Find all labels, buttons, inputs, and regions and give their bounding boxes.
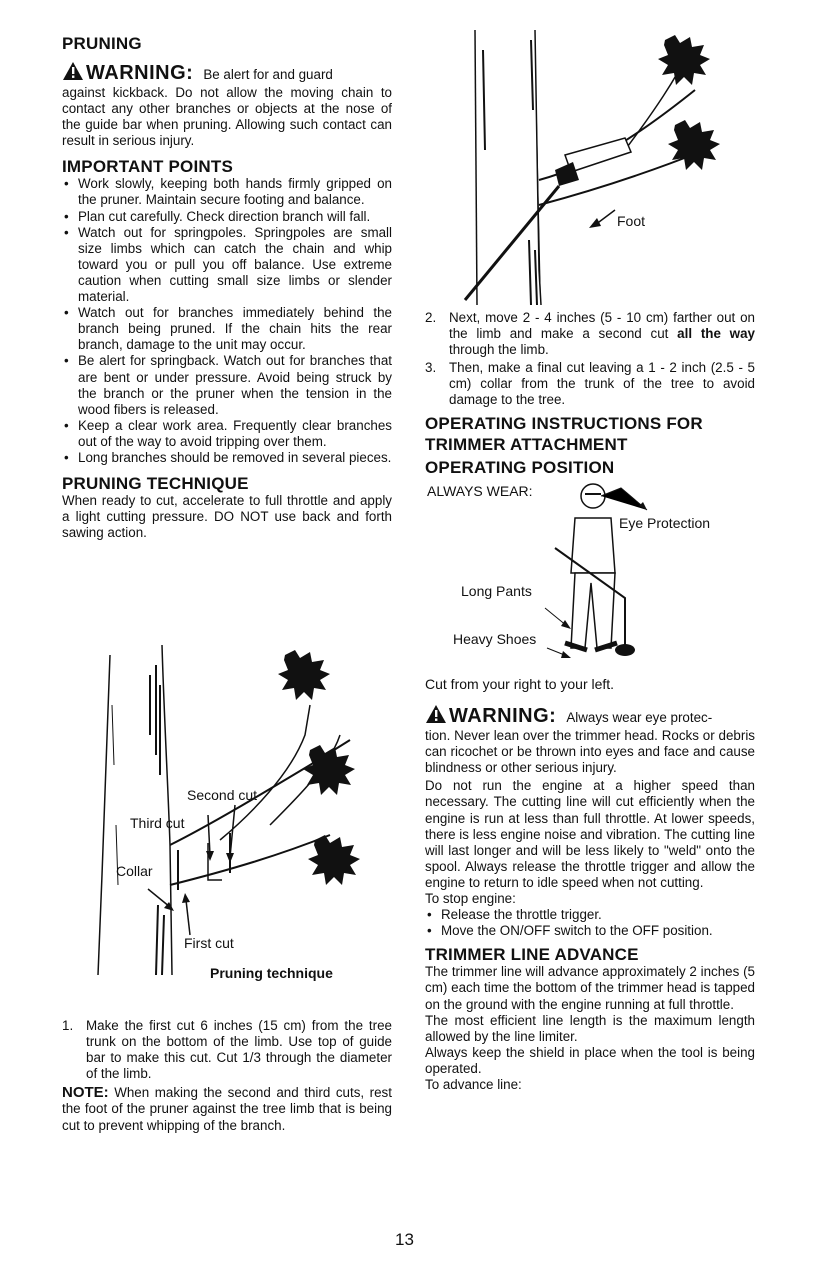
operating-instructions-heading: OPERATING INSTRUCTIONS FOR: [425, 413, 703, 433]
step-text: Make the first cut 6 inches (15 cm) from the tree trunk on the bottom of the limb. Use top of guide bar to make this cut. Cut 1/3 through the diameter of the limb.: [86, 1018, 392, 1082]
list-item: • Move the ON/OFF switch to the OFF position.: [425, 923, 755, 939]
step-text: Then, make a final cut leaving a 1 - 2 inch (2.5 - 5 cm) collar from the trunk of the tree to avoid damage to the tree.: [449, 360, 755, 408]
operating-position-figure: [425, 478, 755, 668]
first-cut-label: First cut: [184, 935, 234, 951]
pole-pruner-figure: [455, 30, 735, 305]
warning-triangle-icon: [62, 61, 84, 81]
second-cut-label: Second cut: [187, 787, 258, 803]
pruning-technique-text: When ready to cut, accelerate to full throttle and apply a light cutting pressure. DO NOT use back and forth sawing action.: [62, 493, 392, 541]
heavy-shoes-label: Heavy Shoes: [453, 631, 537, 647]
figure-caption: Pruning technique: [210, 965, 333, 981]
step-number: 1.: [62, 1018, 74, 1033]
warning-text-first: Always wear eye protec-: [566, 710, 713, 726]
warning-block-1: [62, 59, 392, 85]
steps-list-1: [62, 1018, 392, 1082]
stop-engine-intro: To stop engine:: [425, 891, 516, 907]
warning-text-rest: against kickback. Do not allow the moving chain to contact any other branches or objects at the nose of the guide bar when pruning. Allowing such contact can result in serious injury.: [62, 85, 392, 149]
note-word: NOTE:: [62, 1084, 109, 1102]
warning-block-2: [425, 702, 755, 728]
note-block: [62, 1085, 392, 1133]
always-wear-label: ALWAYS WEAR:: [427, 483, 533, 499]
step-number: 3.: [425, 360, 437, 376]
step-text-bold: all the way: [677, 326, 755, 342]
step-text: Next, move 2 - 4 inches (5 - 10 cm) farther out on the limb and make a second cut: [449, 310, 755, 342]
right-column: [425, 310, 755, 477]
engine-speed-text: Do not run the engine at a higher speed than necessary. The cutting line will cut efficiently when the engine is run at less than full throttle. At lower speeds, there is less engine noise and vibration. The cutting line will last longer and will be less likely to "weld" onto the spool. Always release the throttle trigger and allow the engine to return to idle speed when not cutting.: [425, 778, 755, 890]
line-advance-text-3: Always keep the shield in place when the tool is being operated.: [425, 1044, 755, 1076]
trimmer-line-advance-heading: TRIMMER LINE ADVANCE: [425, 945, 639, 965]
list-item: • Release the throttle trigger.: [425, 907, 755, 923]
collar-label: Collar: [116, 863, 153, 879]
pruning-technique-heading: PRUNING TECHNIQUE: [62, 474, 249, 494]
line-advance-text-2: The most efficient line length is the maximum length allowed by the line limiter.: [425, 1012, 755, 1044]
right-column-bottom: [425, 676, 755, 1093]
important-points-list: [62, 176, 392, 466]
cut-direction-caption: Cut from your right to your left.: [425, 676, 615, 692]
tree-limb-illustration: [90, 645, 370, 975]
warning-text-first: Be alert for and guard: [203, 67, 333, 82]
list-item: • Watch out for springpoles. Springpoles are small size limbs which can catch the chain and whip toward you or pull you off balance. Use extreme caution when cutting small size limbs or slender material.: [62, 225, 392, 305]
pruning-heading: PRUNING: [62, 34, 142, 53]
foot-label: Foot: [617, 213, 646, 229]
long-pants-label: Long Pants: [461, 583, 532, 599]
trimmer-attachment-heading: TRIMMER ATTACHMENT: [425, 434, 628, 454]
warning-word: WARNING:: [86, 62, 194, 84]
warning-text-rest: tion. Never lean over the trimmer head. Rocks or debris can ricochet or be thrown into eyes and face and cause blindness or other serious injury.: [425, 728, 755, 776]
list-item: [62, 1018, 392, 1082]
list-item: [425, 310, 755, 358]
left-column-bottom: [62, 1018, 392, 1134]
steps-list-2: [425, 310, 755, 409]
pruning-technique-figure: [90, 645, 370, 981]
list-item: • Work slowly, keeping both hands firmly gripped on the pruner. Maintain secure footing and balance.: [62, 176, 392, 208]
pole-pruner-illustration: [455, 30, 735, 305]
third-cut-label: Third cut: [130, 815, 185, 831]
page-number: 13: [395, 1230, 414, 1249]
list-item: [425, 360, 755, 408]
warning-triangle-icon: [425, 704, 447, 724]
list-item: • Watch out for branches immediately behind the branch being pruned. If the chain hits the rear branch, damage to the unit may occur.: [62, 305, 392, 353]
line-advance-text-1: The trimmer line will advance approximately 2 inches (5 cm) each time the bottom of the trimmer head is tapped on the ground with the engine running at full throttle.: [425, 964, 755, 1012]
operating-position-heading: OPERATING POSITION: [425, 457, 615, 477]
stop-engine-list: [425, 907, 755, 939]
step-text: through the limb.: [449, 342, 549, 358]
step-number: 2.: [425, 310, 437, 325]
list-item: • Plan cut carefully. Check direction branch will fall.: [62, 209, 392, 225]
list-item: • Long branches should be removed in several pieces.: [62, 450, 392, 466]
list-item: • Be alert for springback. Watch out for branches that are bent or under pressure. Avoid being struck by the branch or the pruner when the tension in the wood fibers is released.: [62, 353, 392, 417]
important-points-heading: IMPORTANT POINTS: [62, 157, 233, 177]
eye-protection-label: Eye Protection: [619, 515, 711, 531]
list-item: • Keep a clear work area. Frequently clear branches out of the way to avoid tripping over them.: [62, 418, 392, 450]
left-column: [62, 30, 392, 541]
line-advance-text-4: To advance line:: [425, 1076, 522, 1092]
warning-word: WARNING:: [449, 705, 557, 728]
note-text: When making the second and third cuts, rest the foot of the pruner against the tree limb that is being cut to prevent whipping of the branch.: [62, 1085, 392, 1133]
